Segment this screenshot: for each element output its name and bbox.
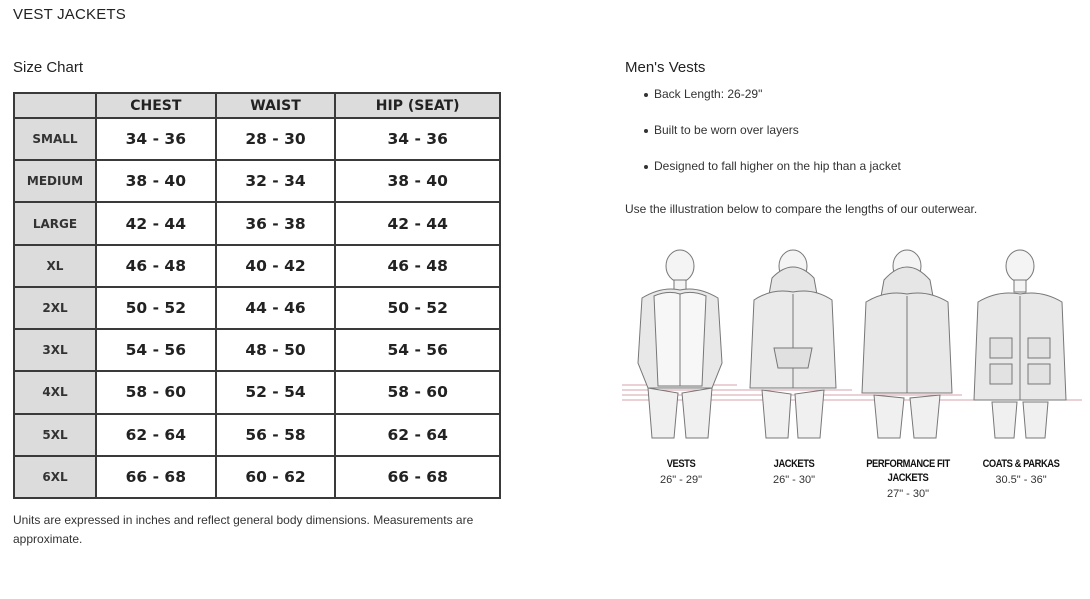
caption-range: 27" - 30" <box>886 488 930 500</box>
hip-value: 34 - 36 <box>335 118 500 160</box>
units-note: Units are expressed in inches and reflect general body dimensions. Measurements are approximate. <box>13 513 474 546</box>
bullet-icon <box>644 93 648 97</box>
size-label: 6XL <box>14 456 96 498</box>
header-chest: CHEST <box>96 93 216 118</box>
waist-value: 60 - 62 <box>216 456 336 498</box>
jacket-figure <box>750 250 836 438</box>
waist-value: 52 - 54 <box>216 371 336 413</box>
table-row <box>14 371 500 413</box>
table-row <box>14 202 500 244</box>
hip-value: 62 - 64 <box>335 414 500 456</box>
feature-text: Built to be worn over layers <box>654 123 799 137</box>
waist-value: 28 - 30 <box>216 118 336 160</box>
page-title: VEST JACKETS <box>13 6 126 23</box>
hip-value: 42 - 44 <box>335 202 500 244</box>
hip-value: 46 - 48 <box>335 245 500 287</box>
vest-features-list <box>644 84 901 192</box>
table-header-row <box>14 93 500 118</box>
feature-text: Back Length: 26-29" <box>654 87 763 101</box>
figure-caption-coats <box>966 457 1076 486</box>
chest-value: 42 - 44 <box>96 202 216 244</box>
hip-value: 50 - 52 <box>335 287 500 329</box>
size-label: XL <box>14 245 96 287</box>
feature-text: Designed to fall higher on the hip than a jacket <box>654 159 901 173</box>
table-row <box>14 414 500 456</box>
size-label: MEDIUM <box>14 160 96 202</box>
chest-value: 66 - 68 <box>96 456 216 498</box>
vest-figure <box>638 250 722 438</box>
size-chart-title: Size Chart <box>13 59 84 76</box>
caption-name: JACKETS <box>773 458 815 470</box>
waist-value: 32 - 34 <box>216 160 336 202</box>
header-waist: WAIST <box>216 93 336 118</box>
hip-value: 58 - 60 <box>335 371 500 413</box>
mens-vests-title: Men's Vests <box>625 59 706 76</box>
table-corner-cell <box>14 93 96 118</box>
chest-value: 54 - 56 <box>96 329 216 371</box>
caption-name: COATS & PARKAS <box>982 458 1060 470</box>
bullet-icon <box>644 129 648 133</box>
hip-value: 54 - 56 <box>335 329 500 371</box>
size-label: 5XL <box>14 414 96 456</box>
bullet-icon <box>644 165 648 169</box>
caption-range: 30.5" - 36" <box>995 474 1047 486</box>
chest-value: 58 - 60 <box>96 371 216 413</box>
size-label: 2XL <box>14 287 96 329</box>
chest-value: 38 - 40 <box>96 160 216 202</box>
caption-name: VESTS <box>666 458 696 470</box>
size-label: 4XL <box>14 371 96 413</box>
waist-value: 36 - 38 <box>216 202 336 244</box>
waist-value: 40 - 42 <box>216 245 336 287</box>
table-row <box>14 118 500 160</box>
table-row <box>14 160 500 202</box>
chest-value: 46 - 48 <box>96 245 216 287</box>
performance-jacket-figure <box>862 250 952 438</box>
header-hip: HIP (SEAT) <box>335 93 500 118</box>
size-label: SMALL <box>14 118 96 160</box>
list-item <box>644 156 901 192</box>
outerwear-length-illustration <box>622 238 1082 448</box>
size-label: 3XL <box>14 329 96 371</box>
size-label: LARGE <box>14 202 96 244</box>
hip-value: 38 - 40 <box>335 160 500 202</box>
table-row <box>14 456 500 498</box>
hip-value: 66 - 68 <box>335 456 500 498</box>
size-chart-table <box>13 92 501 499</box>
table-row <box>14 245 500 287</box>
figure-caption-vests <box>626 457 736 486</box>
chest-value: 62 - 64 <box>96 414 216 456</box>
chest-value: 34 - 36 <box>96 118 216 160</box>
coat-figure <box>974 250 1066 438</box>
list-item <box>644 84 901 120</box>
waist-value: 44 - 46 <box>216 287 336 329</box>
waist-value: 56 - 58 <box>216 414 336 456</box>
caption-name: PERFORMANCE FIT JACKETS <box>866 458 950 484</box>
caption-range: 26" - 30" <box>772 474 816 486</box>
figure-caption-performance <box>853 457 963 500</box>
caption-range: 26" - 29" <box>659 474 703 486</box>
table-row <box>14 287 500 329</box>
table-row <box>14 329 500 371</box>
chest-value: 50 - 52 <box>96 287 216 329</box>
waist-value: 48 - 50 <box>216 329 336 371</box>
figure-caption-jackets <box>739 457 849 486</box>
list-item <box>644 120 901 156</box>
compare-note: Use the illustration below to compare the lengths of our outerwear. <box>625 202 978 216</box>
